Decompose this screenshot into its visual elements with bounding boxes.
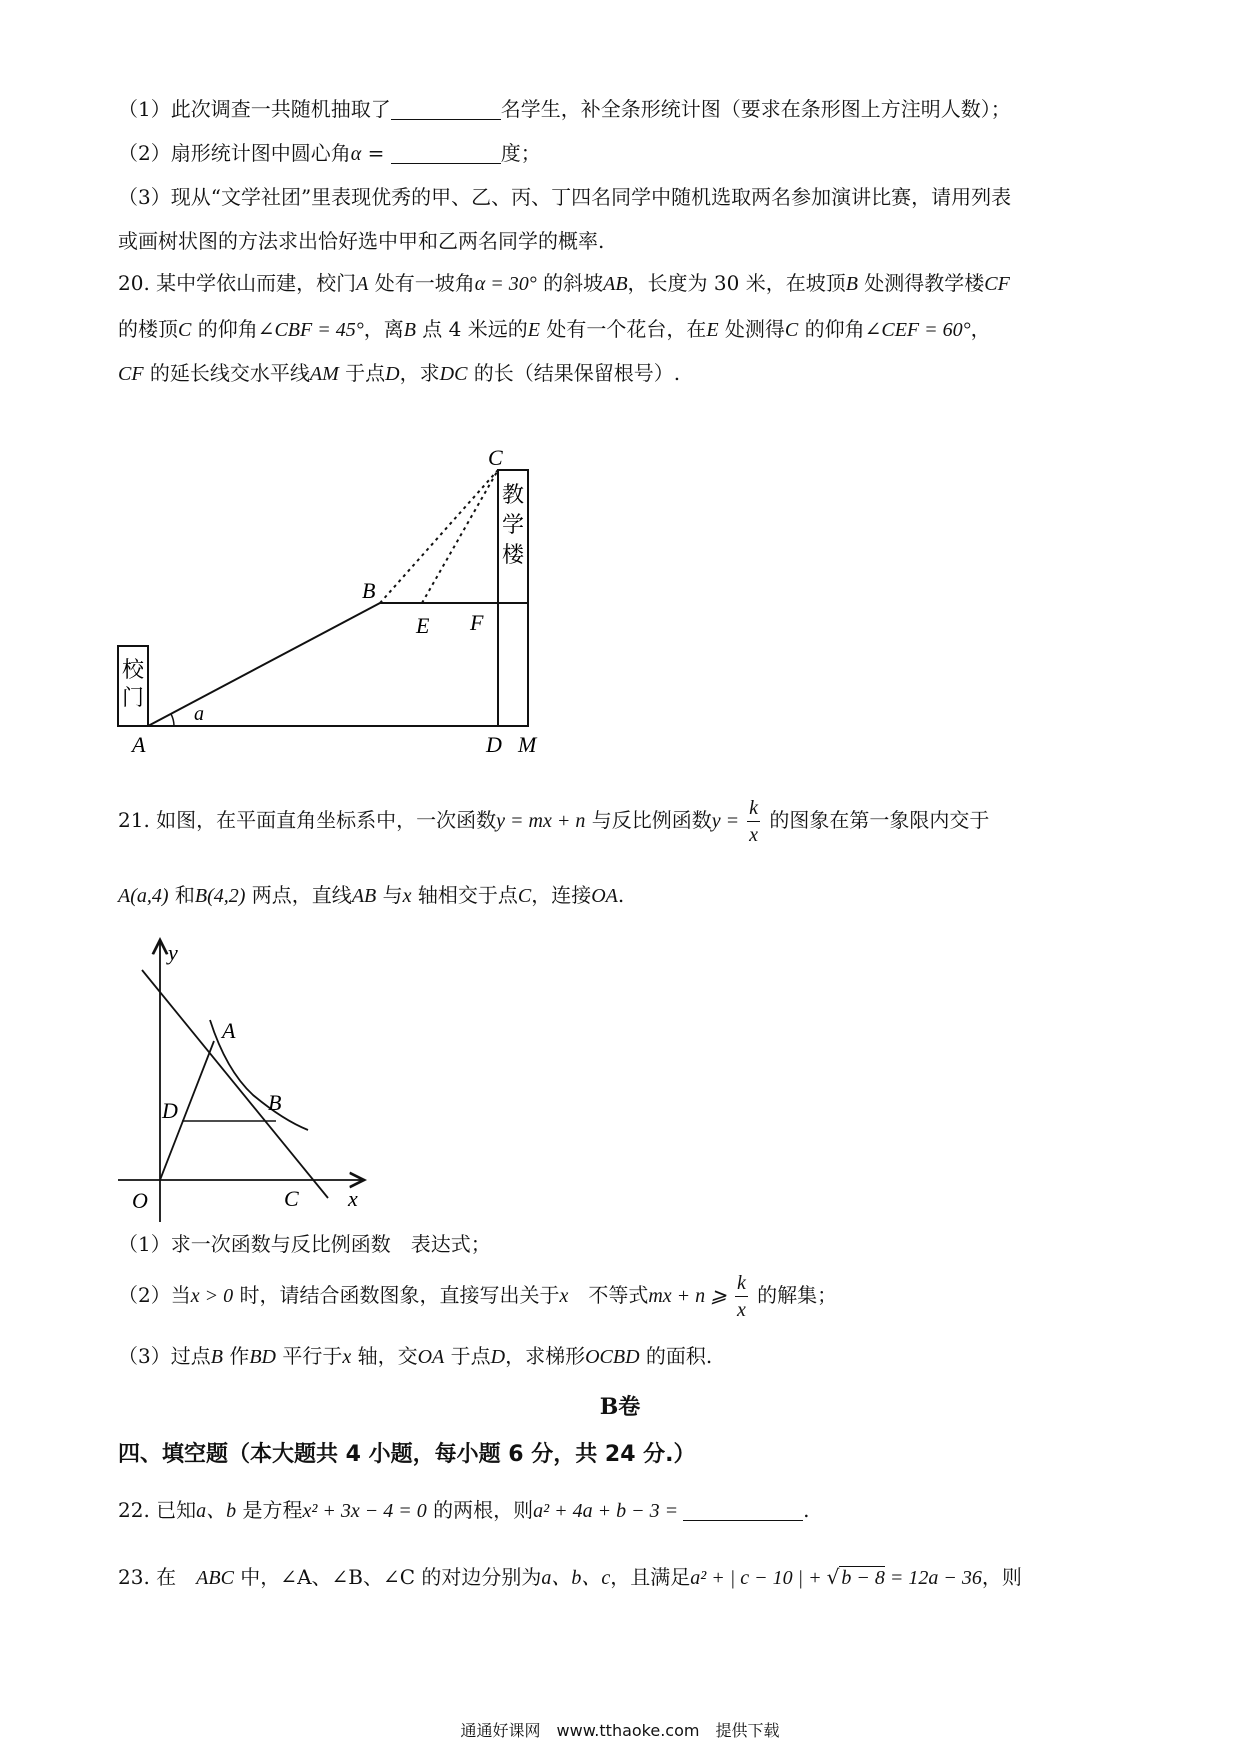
sqrt-symbol: √	[826, 1565, 840, 1589]
point-label: B	[403, 319, 416, 341]
math-expr: x	[342, 1346, 352, 1368]
denominator: x	[736, 1299, 746, 1321]
math-expr: a、b、c	[541, 1567, 611, 1589]
label-C: C	[488, 445, 503, 470]
math-expr: ∠CBF = 45°	[257, 319, 364, 341]
gate-char: 门	[121, 685, 145, 710]
math-expr: OA	[417, 1346, 445, 1368]
answer-blank	[683, 1498, 803, 1521]
math-expr: x	[559, 1285, 569, 1307]
text: 不等式	[568, 1283, 649, 1307]
q19-part2-text2: 度；	[500, 141, 541, 165]
math-expr: = 12a − 36	[884, 1567, 982, 1589]
point-label: B	[210, 1346, 223, 1368]
q21-part3	[118, 1341, 712, 1372]
text: 和	[168, 883, 195, 907]
point-label: C	[517, 885, 532, 907]
text: 处有一坡角	[368, 271, 475, 295]
q21-line2	[118, 880, 624, 911]
text: 22. 已知	[118, 1498, 197, 1522]
text: 处测得	[718, 317, 785, 341]
label-E: E	[416, 613, 430, 638]
text: 的图象在第一象限内交于	[763, 808, 990, 832]
text: 的两根，则	[426, 1498, 534, 1522]
q19-part3-text: （3）现从“文学社团”里表现优秀的甲、乙、丙、丁四名同学中随机选取两名参加演讲比赛，请用列表	[118, 185, 1012, 209]
text: 的长（结果保留根号）.	[467, 361, 681, 385]
math-expr: AB	[603, 273, 628, 295]
slope-building-figure	[100, 440, 560, 760]
q19-part1-text: （1）此次调查一共随机抽取了	[118, 97, 391, 121]
section-b-title: B卷	[599, 1394, 641, 1420]
math-expr: a、b	[196, 1500, 237, 1522]
q21-part2	[118, 1266, 837, 1324]
label-B: B	[268, 1090, 282, 1115]
text: ，	[970, 317, 991, 341]
text: 的斜坡	[536, 271, 604, 295]
q22	[118, 1495, 809, 1526]
math-expr: CF	[984, 273, 1010, 295]
text: ，求梯形	[505, 1344, 586, 1368]
label-D: D	[162, 1098, 178, 1123]
building-char: 学	[501, 512, 525, 537]
footer-credit: 通通好课网 www.tthaoke.com 提供下载	[460, 1721, 780, 1740]
text: 于点	[338, 361, 386, 385]
q19-part3-line2	[118, 226, 604, 256]
q19-part3-text2: 或画树状图的方法求出恰好选中甲和乙两名同学的概率.	[118, 229, 605, 253]
label-M: M	[518, 732, 537, 757]
point-label: A	[356, 273, 369, 295]
q20-line3	[118, 358, 680, 389]
label-A: A	[222, 1018, 236, 1043]
text: ，则	[981, 1565, 1022, 1589]
answer-blank	[391, 97, 501, 120]
math-expr: ∠CEF = 60°	[864, 319, 971, 341]
math-expr: a² + 4a + b − 3 =	[533, 1500, 684, 1522]
q23	[118, 1562, 1022, 1593]
math-expr: DC	[439, 363, 468, 385]
math-expr: α = 30°	[474, 273, 537, 295]
angle-arc	[171, 714, 174, 726]
point-label: D	[385, 363, 400, 385]
building-char: 教	[501, 482, 525, 507]
point-label: C	[178, 319, 192, 341]
equals: =	[361, 141, 391, 165]
text: 21. 如图，在平面直角坐标系中，一次函数	[118, 808, 497, 832]
math-expr: a² + | c − 10 | +	[690, 1567, 827, 1589]
line-AB	[142, 970, 328, 1198]
label-F: F	[470, 610, 484, 635]
math-expr: mx + n ⩾	[648, 1285, 732, 1307]
math-expr: y =	[711, 810, 745, 832]
text: 的楼顶	[118, 317, 178, 341]
label-y: y	[168, 940, 178, 965]
math-expr: CF	[118, 363, 144, 385]
q19-part1-text2: 名学生，补全条形统计图（要求在条形图上方注明人数）；	[500, 97, 1011, 121]
numerator: k	[747, 795, 760, 822]
numerator: k	[735, 1270, 748, 1297]
sight-line-EC	[422, 470, 498, 603]
text: ，连接	[531, 883, 592, 907]
q19-part2	[118, 138, 541, 169]
text: 是方程	[236, 1498, 303, 1522]
text: 与	[376, 883, 403, 907]
label-B: B	[362, 578, 376, 603]
label-D: D	[486, 732, 502, 757]
fraction-k-over-x	[735, 1270, 748, 1323]
slope-AB	[148, 603, 380, 726]
text: 轴相交于点	[411, 883, 518, 907]
q19-part3-line1	[118, 182, 1011, 212]
text: 与反比例函数	[585, 808, 712, 832]
text: 的仰角	[191, 317, 258, 341]
math-expr: x	[402, 885, 412, 907]
text: 20. 某中学依山而建，校门	[118, 271, 357, 295]
building-char: 楼	[501, 542, 525, 567]
teaching-building	[498, 470, 528, 726]
q19-part2-text: （2）扇形统计图中圆心角	[118, 141, 351, 165]
text: 处测得教学楼	[857, 271, 985, 295]
label-C: C	[284, 1186, 299, 1211]
text: 的面积.	[639, 1344, 713, 1368]
math-expr: ABC	[196, 1567, 234, 1589]
math-expr: x² + 3x − 4 = 0	[302, 1500, 427, 1522]
text: .	[803, 1498, 810, 1522]
text: 23. 在	[118, 1565, 197, 1589]
q20-line2	[118, 314, 991, 345]
text: 的解集；	[750, 1283, 838, 1307]
point-label: E	[527, 319, 540, 341]
q19-part1	[118, 94, 1011, 124]
math-expr: A(a,4)	[118, 885, 169, 907]
math-expr: OA	[591, 885, 618, 907]
point-label: E	[706, 319, 719, 341]
math-expr: x > 0	[190, 1285, 234, 1307]
text: 平行于	[275, 1344, 343, 1368]
alpha-symbol: α	[350, 143, 362, 165]
gate-char: 校	[121, 657, 145, 682]
text: （1）求一次函数与反比例函数 表达式；	[118, 1232, 491, 1256]
text: ，求	[399, 361, 440, 385]
text: ，长度为 30 米，在坡顶	[627, 271, 846, 295]
section-four-heading: 四、填空题（本大题共 4 小题，每小题 6 分，共 24 分.）	[118, 1442, 696, 1467]
text: 时，请结合函数图象，直接写出关于	[233, 1283, 560, 1307]
text: .	[617, 883, 625, 907]
text: 两点，直线	[245, 883, 352, 907]
text: 的仰角	[798, 317, 865, 341]
sqrt-body: b − 8	[841, 1567, 885, 1589]
label-A: A	[132, 732, 146, 757]
sight-line-BC	[380, 470, 498, 603]
text: ，离	[363, 317, 404, 341]
text: （3）过点	[118, 1344, 211, 1368]
math-expr: AB	[351, 885, 377, 907]
math-expr: BD	[249, 1346, 276, 1368]
text: 作	[222, 1344, 250, 1368]
math-expr: AM	[309, 363, 339, 385]
text: 中，∠A、∠B、∠C 的对边分别为	[233, 1565, 542, 1589]
answer-blank	[391, 141, 501, 164]
q21-part1	[118, 1229, 491, 1259]
text: 处有一个花台，在	[539, 317, 707, 341]
text: 轴，交	[351, 1344, 418, 1368]
q21-line1	[118, 790, 989, 850]
point-label: B	[845, 273, 858, 295]
label-alpha: a	[194, 703, 204, 725]
text: 点 4 米远的	[415, 317, 528, 341]
coordinate-figure	[108, 930, 378, 1230]
math-expr: y = mx + n	[496, 810, 586, 832]
denominator: x	[749, 824, 758, 846]
label-O: O	[132, 1188, 148, 1213]
point-label: D	[490, 1346, 506, 1368]
text: （2）当	[118, 1283, 191, 1307]
q20-line1	[118, 268, 1010, 299]
point-label: C	[784, 319, 799, 341]
math-expr: OCBD	[585, 1346, 640, 1368]
text: ，且满足	[610, 1565, 691, 1589]
fraction-k-over-x	[747, 795, 760, 848]
text: 的延长线交水平线	[143, 361, 310, 385]
math-expr: B(4,2)	[194, 885, 246, 907]
text: 于点	[444, 1344, 491, 1368]
label-x: x	[348, 1186, 358, 1211]
